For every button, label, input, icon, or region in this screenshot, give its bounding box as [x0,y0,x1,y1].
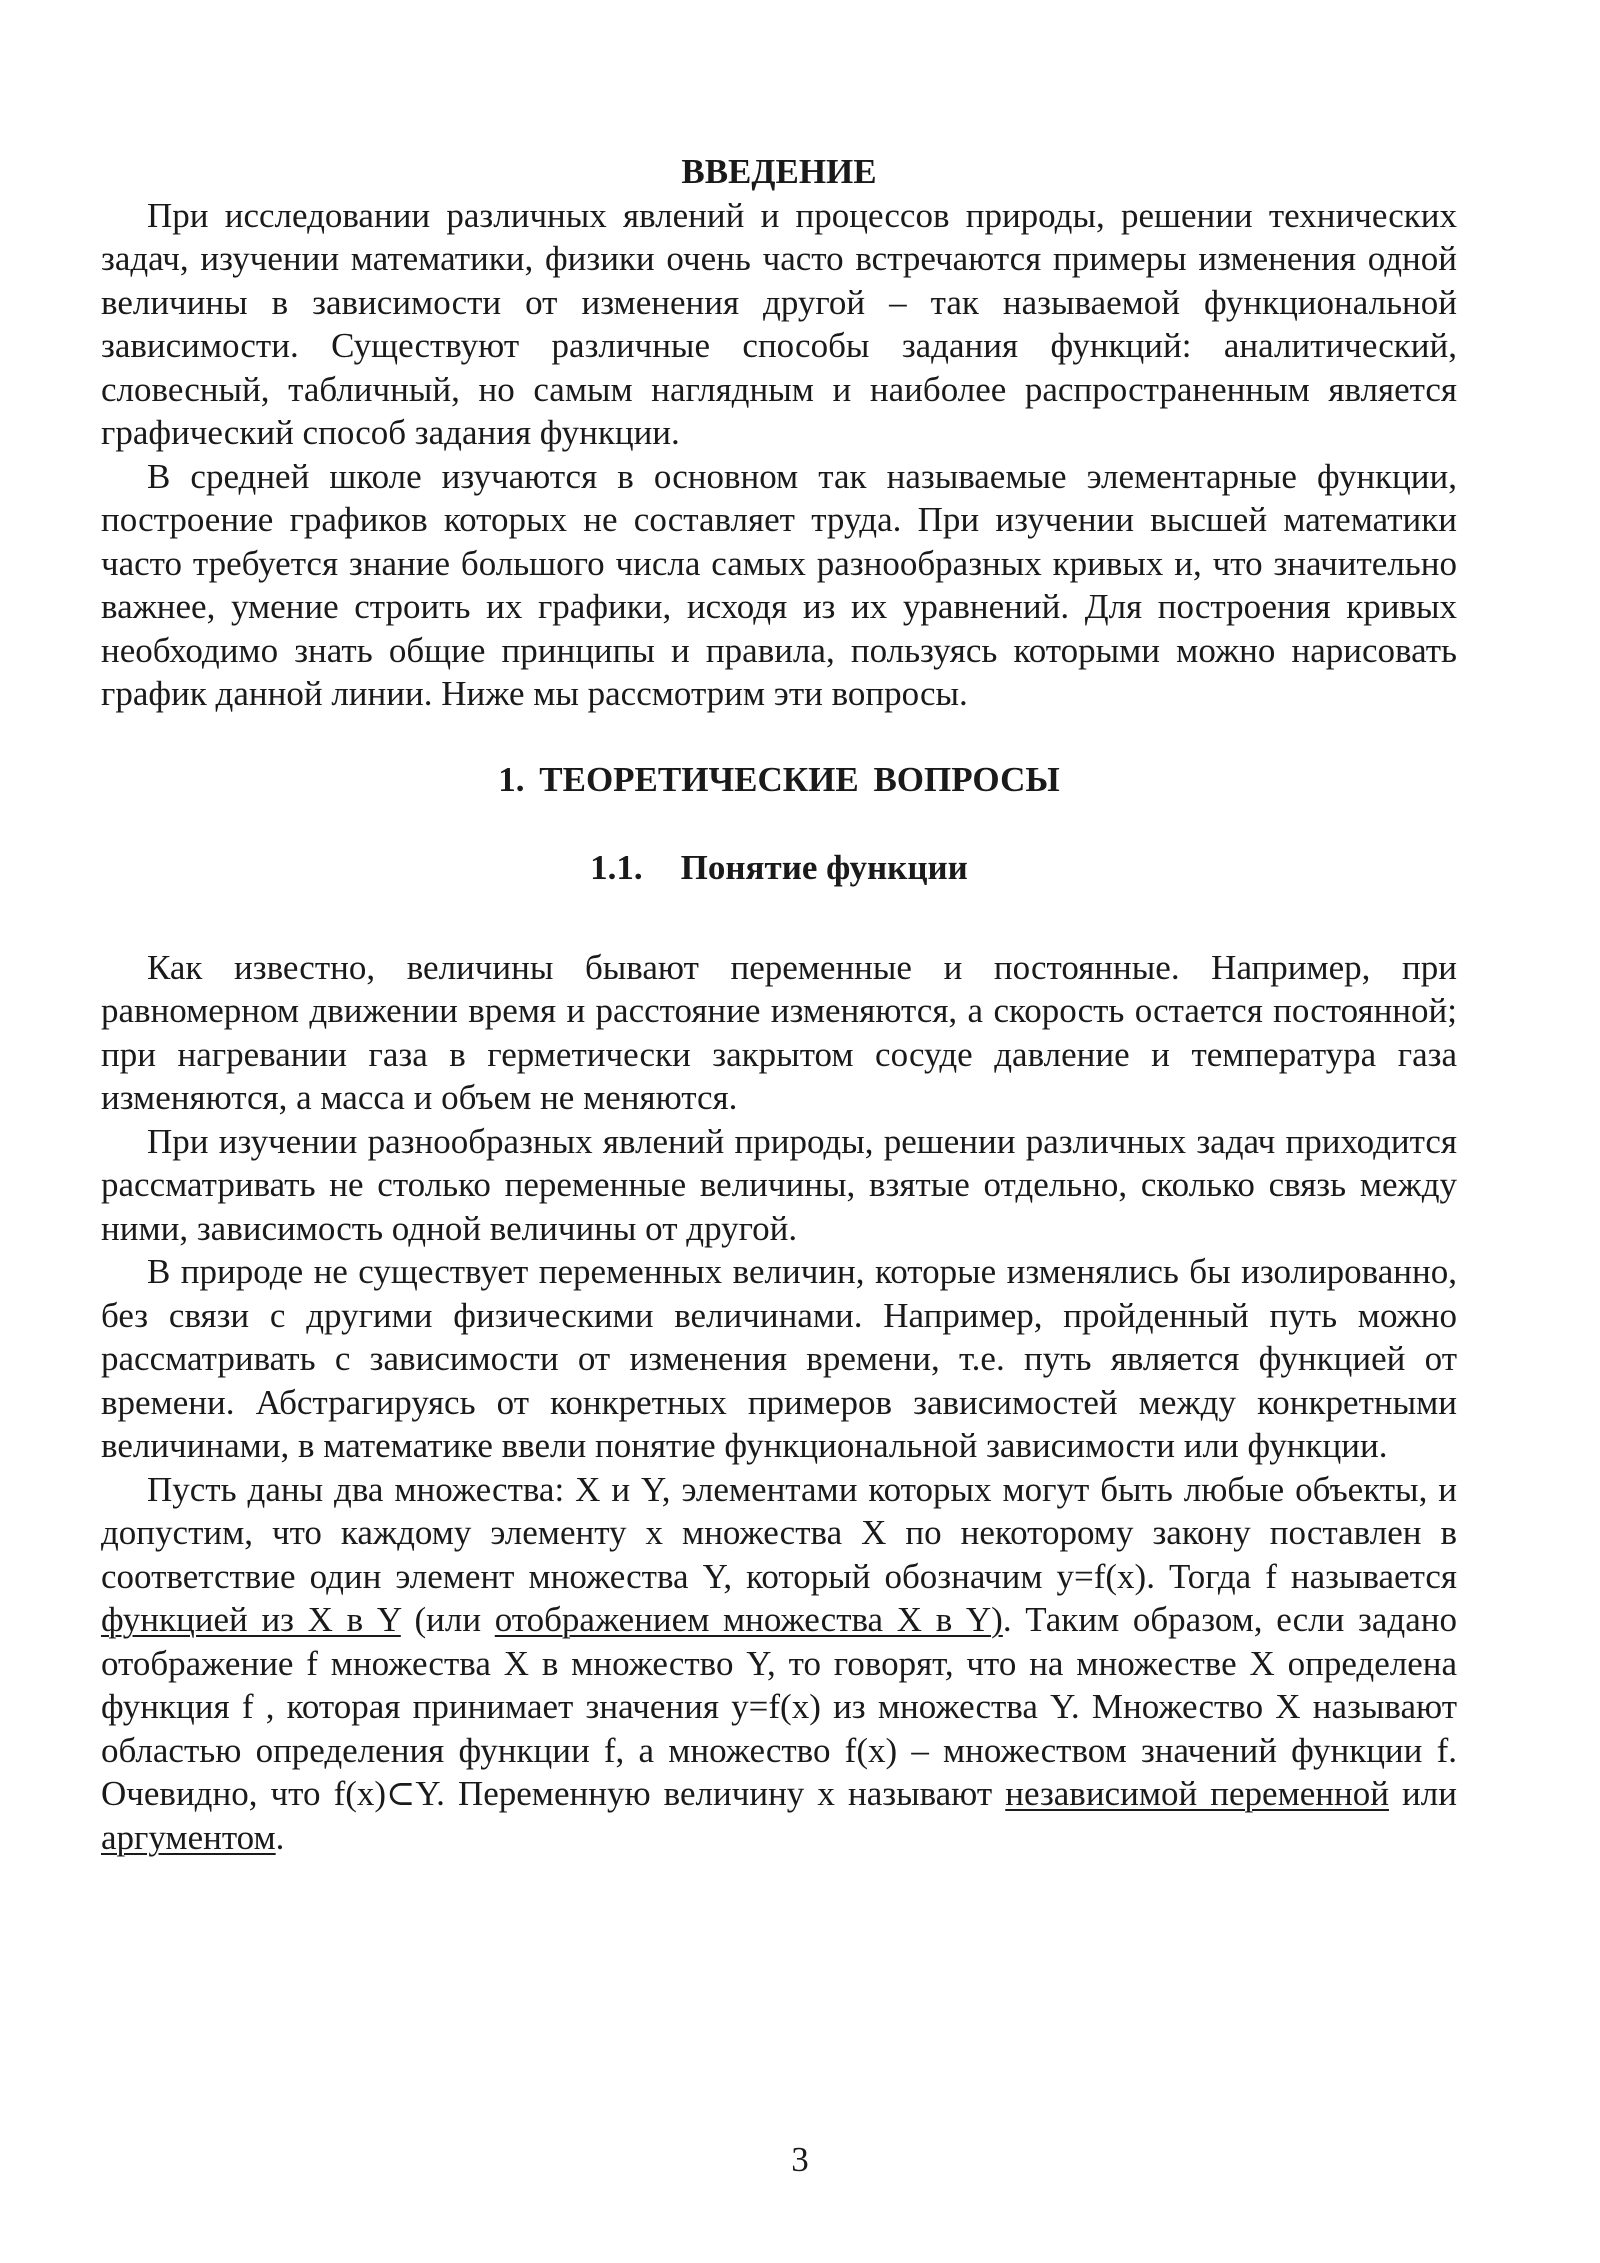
term-independent-variable: независимой переменной [1005,1774,1389,1813]
page-number: 3 [791,2140,809,2179]
term-argument: аргументом [101,1817,276,1857]
spacer [101,890,1457,946]
section-1-1-heading [101,846,1457,890]
intro-heading: ВВЕДЕНИЕ [681,152,877,191]
term-function-from-x-to-y: функцией из X в Y [101,1600,401,1639]
page-content [101,150,1457,1859]
text-run: или [1388,1774,1457,1813]
intro-paragraph-2: В средней школе изучаются в основном так называемые элементарные функции, построение графиков которых не составляет труда. При изучении высшей математики часто требуется знание большого числа самых разнообразных кривых и, что значительно важнее, умение строить их графики, исходя из их уравнений. Для построения кривых необходимо знать общие принципы и правила, пользуясь которыми можно нарисовать график данной линии. Ниже мы рассмотрим эти вопросы. [101,456,1457,713]
section-1-1-paragraph-3: В природе не существует переменных величин, которые изменялись бы изолированно, без связи с другими физическими величинами. Например, пройденный путь можно рассматривать с зависимости от изменения времени, т.е. путь является функцией от времени. Абстрагируясь от конкретных примеров зависимостей между конкретными величинами, в математике ввели понятие функциональной зависимости или функции. [101,1252,1457,1465]
text-run: . Таким образом, если задано отображение f множества X в множество Y, то говорят, что на множестве X определена функция f , которая принимает значения y=f(x) из множества Y. Множество X называют областью определения функции f, а множество f(x) – множеством значений функции f. Очевидно, что f(x)⊂Y. Переменную величину x называют [101,1600,1457,1813]
term-mapping-x-to-y: отображением множества X в Y) [494,1600,1003,1639]
text-run: (или [400,1600,495,1639]
section-1-1-paragraph-1: Как известно, величины бывают переменные и постоянные. Например, при равномерном движении время и расстояние изменяются, а скорость остается постоянной; при нагревании газа в герметически закрытом сосуде давление и температура газа изменяются, а масса и объем не меняются. [101,947,1457,1117]
text-run: . [275,1817,285,1857]
text-run: Пусть даны два множества: X и Y, элементами которых могут быть любые объекты, и допустим, что каждому элементу x множества X по некоторому закону поставлен в соответствие один элемент множества Y, который обозначим y=f(x). Тогда f называется [101,1469,1457,1596]
section-1-heading: 1. ТЕОРЕТИЧЕСКИЕ ВОПРОСЫ [498,759,1060,799]
section-1-1-title: Понятие функции [680,848,968,887]
section-1-1-number: 1.1. [590,848,643,887]
section-1-1-paragraph-2: При изучении разнообразных явлений природы, решении различных задач приходится рассматривать не столько переменные величины, взятые отдельно, сколько связь между ними, зависимость одной величины от другой. [101,1121,1457,1248]
intro-paragraph-1: При исследовании различных явлений и процессов природы, решении технических задач, изучении математики, физики очень часто встречаются примеры изменения одной величины в зависимости от изменения другой – так называемой функциональной зависимости. Существуют различные способы задания функций: аналитический, словесный, табличный, но самым наглядным и наиболее распространенным является графический способ задания функции. [101,195,1457,452]
section-1-1-paragraph-4 [101,1468,1457,1860]
